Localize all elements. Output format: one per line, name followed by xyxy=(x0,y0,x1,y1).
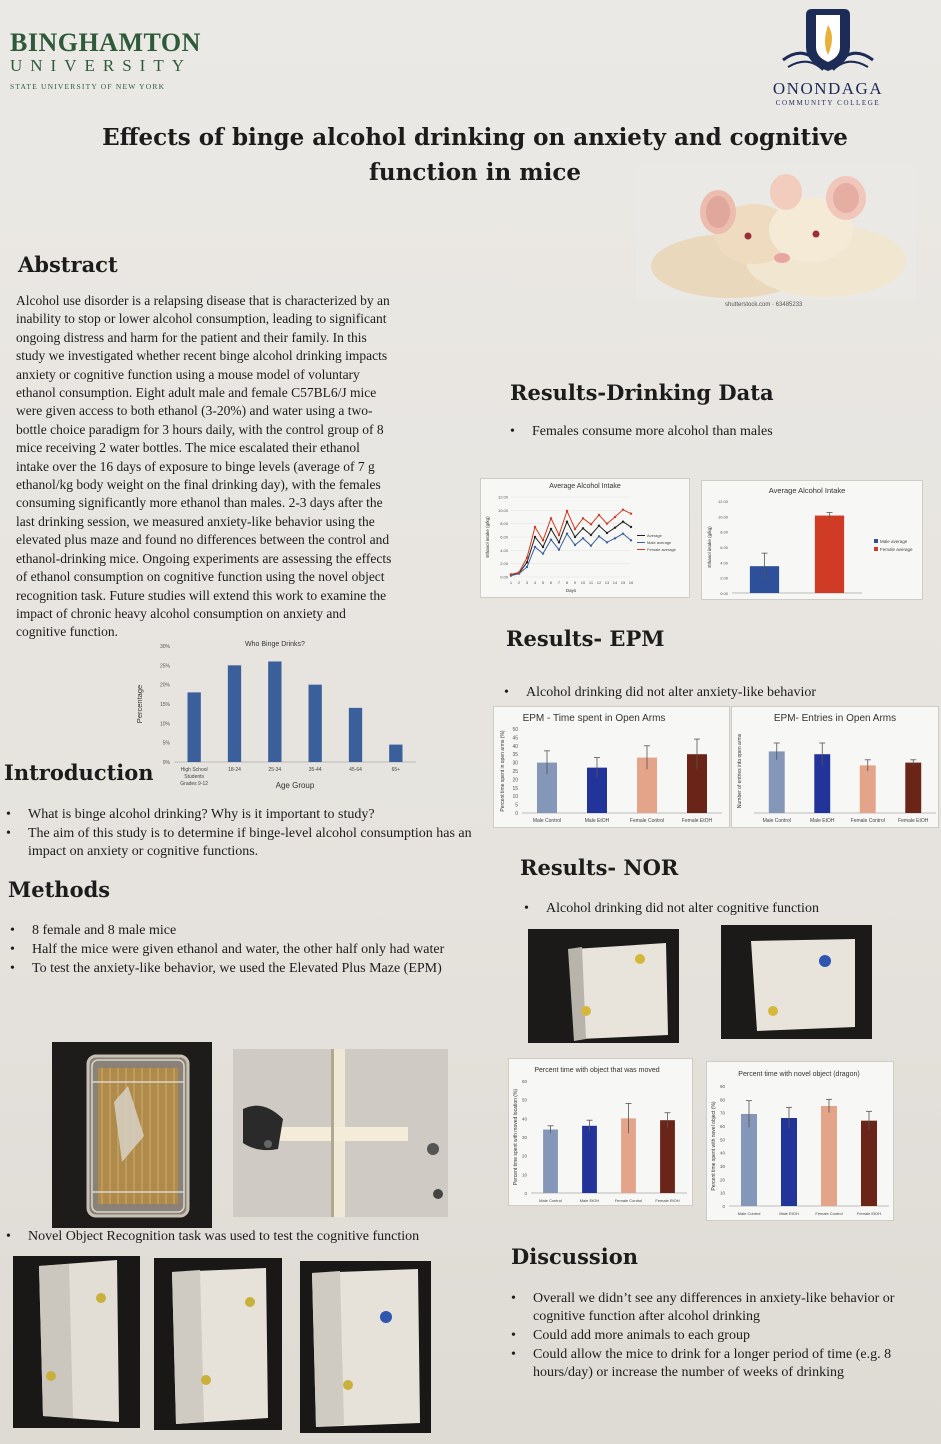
results-nor-heading: Results- NOR xyxy=(520,855,679,880)
y-tick-label: 50 xyxy=(521,1097,527,1103)
data-point xyxy=(518,571,520,573)
x-tick-label: Male EtOH xyxy=(810,818,835,824)
y-tick-label: 10.00 xyxy=(497,507,508,513)
chart-bar xyxy=(741,1114,757,1206)
data-point xyxy=(598,524,600,526)
introduction-list xyxy=(4,806,484,862)
data-point xyxy=(566,510,568,512)
x-tick-label: 7 xyxy=(557,580,561,585)
data-point xyxy=(630,512,632,514)
x-tick-label: 4 xyxy=(533,580,537,585)
introduction-bullet: • The aim of this study is to determine if binge-level alcohol consumption has an impact on anxiety or cognitive functions. xyxy=(4,825,484,861)
y-tick-label: 80 xyxy=(719,1097,725,1103)
binghamton-logo-line2: UNIVERSITY xyxy=(10,56,192,75)
nor-method-list xyxy=(4,1228,474,1247)
y-tick-label: 90 xyxy=(719,1084,725,1089)
y-tick-label: 20 xyxy=(719,1177,725,1183)
x-tick-label: Female Control xyxy=(629,818,665,824)
legend-swatch xyxy=(874,539,878,543)
data-point xyxy=(598,535,600,537)
x-tick-label: Male Control xyxy=(737,1211,761,1216)
y-tick-label: 30 xyxy=(521,1135,527,1140)
onondaga-logo-line1: ONONDAGA xyxy=(772,79,884,98)
y-tick-label: 0.00 xyxy=(720,591,728,596)
y-axis-label: Ethanol intake (g/kg) xyxy=(707,526,712,568)
y-tick-label: 10% xyxy=(159,721,170,728)
x-tick-label: 65+ xyxy=(391,767,401,773)
data-point xyxy=(622,508,624,510)
y-axis-label: Ethanol intake (g/kg) xyxy=(485,516,490,558)
legend-label: Male average xyxy=(647,540,672,545)
results-nor-list xyxy=(522,900,922,919)
y-tick-label: 50 xyxy=(512,727,518,733)
x-tick-label: 18-24 xyxy=(228,767,241,773)
x-tick-label: 5 xyxy=(541,580,545,585)
avg-intake-chart-svg xyxy=(702,481,922,599)
x-tick-label: Female EtOH xyxy=(681,818,713,824)
y-tick-label: 60 xyxy=(719,1124,725,1129)
who-binge-chart xyxy=(130,636,420,794)
abstract-text xyxy=(16,292,456,642)
data-point xyxy=(526,556,528,558)
chart-bar xyxy=(815,516,844,593)
abstract-line: ethanol-drinking mice. Ongoing experiments are assessing the effects xyxy=(16,550,392,566)
x-tick-label: High School xyxy=(180,767,208,773)
chart-bar xyxy=(188,692,201,762)
abstract-line: recognition task. Future studies will extend this work to examine the xyxy=(16,587,387,603)
x-tick-label: 8 xyxy=(565,580,569,585)
mice-photo xyxy=(636,166,916,300)
y-tick-label: 45 xyxy=(512,735,518,742)
nor-moved-panel xyxy=(508,1058,693,1206)
abstract-line: elevated plus maze and found no differences between the control and xyxy=(16,532,390,548)
results-drinking-list xyxy=(508,423,908,442)
nor-arena-photo-2 xyxy=(154,1258,282,1430)
results-epm-heading: Results- EPM xyxy=(506,626,665,651)
data-point xyxy=(622,532,624,534)
data-point xyxy=(550,528,552,530)
x-tick-label: Male EtOH xyxy=(579,1198,600,1203)
abstract-line: study we investigated whether recent binge alcohol drinking impacts xyxy=(16,348,388,364)
methods-bullet: • To test the anxiety-like behavior, we used the Elevated Plus Maze (EPM) xyxy=(8,960,458,978)
abstract-line: inability to stop or lower alcohol consumption, leading to significant xyxy=(16,311,387,327)
x-tick-label: 12 xyxy=(596,580,602,585)
data-point xyxy=(574,544,576,546)
y-tick-label: 0 xyxy=(524,1191,527,1196)
y-tick-label: 6.00 xyxy=(500,534,508,540)
data-point xyxy=(534,546,536,548)
data-point xyxy=(606,541,608,543)
abstract-line: intake over the 16 days of exposure to binge levels (average of 7 g xyxy=(16,458,375,474)
introduction-bullet: • What is binge alcohol drinking? Why is it important to study? xyxy=(4,806,484,824)
x-tick-label: Female Control xyxy=(614,1198,643,1203)
data-point xyxy=(590,534,592,536)
chart-title: Percent time with object that was moved xyxy=(534,1067,660,1074)
abstract-line: ongoing distress and harm for the patient and their family. In this xyxy=(16,329,367,345)
y-tick-label: 40 xyxy=(512,743,518,750)
y-tick-label: 12.00 xyxy=(717,499,728,504)
y-tick-label: 60 xyxy=(521,1079,527,1084)
onondaga-emblem-icon xyxy=(778,5,878,85)
x-tick-label: 10 xyxy=(580,580,586,585)
poster-title-line1: Effects of binge alcohol drinking on anxiety and cognitive xyxy=(102,124,848,151)
y-tick-label: 10 xyxy=(521,1172,527,1178)
abstract-line: cognitive function. xyxy=(16,624,118,640)
abstract-line: impact of chronic heavy alcohol consumption on anxiety and xyxy=(16,605,346,621)
data-point xyxy=(542,539,544,541)
data-point xyxy=(550,517,552,519)
x-tick-label: 25-34 xyxy=(268,767,282,773)
chart-bar xyxy=(660,1120,675,1193)
data-point xyxy=(582,517,584,519)
y-tick-label: 0 xyxy=(722,1204,725,1209)
y-tick-label: 12.00 xyxy=(497,494,508,500)
abstract-line: ethanol consumption. Eight adult male and female C57BL6/J mice xyxy=(16,385,377,401)
x-tick-label: 9 xyxy=(573,580,577,585)
data-point xyxy=(614,526,616,528)
epm-time-chart-svg xyxy=(494,707,729,827)
x-tick-label: 45-64 xyxy=(349,767,362,773)
chart-title: Percent time with novel object (dragon) xyxy=(738,1071,860,1078)
results-drinking-bullet: • Females consume more alcohol than males xyxy=(508,423,908,441)
chart-bar xyxy=(389,745,402,762)
results-epm-bullet: • Alcohol drinking did not alter anxiety-like behavior xyxy=(502,684,922,702)
y-tick-label: 0 xyxy=(515,811,518,817)
epm-entries-panel xyxy=(731,706,939,828)
data-point xyxy=(534,536,536,538)
nor-method-bullet: • Novel Object Recognition task was used to test the cognitive function xyxy=(4,1228,474,1246)
introduction-heading: Introduction xyxy=(4,760,154,785)
y-tick-label: 2.00 xyxy=(500,561,508,567)
x-tick-label: 2 xyxy=(517,580,521,585)
legend-swatch xyxy=(874,547,878,551)
chart-title: EPM- Entries in Open Arms xyxy=(773,713,897,724)
nor-novel-chart-svg xyxy=(707,1062,893,1220)
y-tick-label: 40 xyxy=(521,1116,527,1122)
avg-intake-panel xyxy=(701,480,923,600)
nor-result-photo-1 xyxy=(528,929,679,1043)
data-point xyxy=(526,561,528,563)
nor-result-photo-2 xyxy=(721,925,872,1039)
abstract-line: anxiety or cognitive function using a mouse model of voluntary xyxy=(16,366,360,382)
line-intake-panel xyxy=(480,478,690,598)
y-tick-label: 10 xyxy=(719,1190,725,1196)
y-tick-label: 30% xyxy=(159,644,170,650)
y-tick-label: 50 xyxy=(719,1137,725,1143)
x-tick-label: Female Control xyxy=(815,1211,843,1216)
chart-bar xyxy=(821,1106,837,1206)
data-point xyxy=(526,566,528,568)
y-tick-label: 40 xyxy=(719,1150,725,1156)
binghamton-logo-line1: BINGHAMTON xyxy=(10,28,201,57)
y-tick-label: 6.00 xyxy=(720,545,728,550)
x-tick-label: Female EtOH xyxy=(898,818,929,824)
abstract-line: bottle choice paradigm for 3 hours daily, with the control group of 8 xyxy=(16,421,384,437)
y-tick-label: 2.00 xyxy=(720,575,728,581)
x-tick-label: Female Control xyxy=(850,818,885,824)
chart-bar xyxy=(349,708,362,762)
discussion-bullet: • Overall we didn’t see any differences in anxiety-like behavior or cognitive function after alcohol drinking xyxy=(509,1290,909,1326)
x-tick-label: Female EtOH xyxy=(655,1198,680,1203)
y-tick-label: 20% xyxy=(159,682,170,689)
nor-arena-photo-3 xyxy=(300,1261,431,1433)
x-tick-label: Male Control xyxy=(762,818,791,824)
data-point xyxy=(550,538,552,540)
methods-heading: Methods xyxy=(8,877,111,902)
line-intake-chart-svg xyxy=(481,479,689,597)
data-point xyxy=(606,532,608,534)
y-axis-label: Number of entries into open arms xyxy=(737,733,743,809)
chart-title: Who Binge Drinks? xyxy=(245,641,305,648)
x-tick-label: 16 xyxy=(628,580,634,585)
y-tick-label: 10 xyxy=(512,794,518,801)
data-point xyxy=(590,544,592,546)
y-tick-label: 15% xyxy=(159,702,170,708)
x-tick-label: 11 xyxy=(588,580,594,585)
epm-maze-photo xyxy=(233,1049,448,1217)
y-tick-label: 5% xyxy=(162,740,170,747)
x-axis-label: Age Group xyxy=(275,781,315,790)
chart-bar xyxy=(860,765,876,813)
onondaga-logo-line2: COMMUNITY COLLEGE xyxy=(775,99,881,107)
chart-bar xyxy=(228,665,241,762)
x-tick-label: Grades 9-12 xyxy=(180,781,209,787)
y-tick-label: 20 xyxy=(512,777,518,784)
x-tick-label: 3 xyxy=(525,580,529,585)
abstract-line: consuming significantly more ethanol than males. 2-3 days after the xyxy=(16,495,383,511)
y-tick-label: 8.00 xyxy=(500,521,508,527)
y-tick-label: 4.00 xyxy=(500,547,508,553)
data-point xyxy=(630,526,632,528)
data-point xyxy=(542,546,544,548)
chart-bar xyxy=(861,1121,877,1206)
data-point xyxy=(590,523,592,525)
data-point xyxy=(630,539,632,541)
data-point xyxy=(574,536,576,538)
legend-label: Female average xyxy=(880,547,913,552)
data-point xyxy=(542,552,544,554)
chart-bar xyxy=(769,751,785,813)
chart-bar xyxy=(781,1118,797,1206)
chart-title: Average Alcohol Intake xyxy=(768,486,846,495)
y-tick-label: 15 xyxy=(512,785,518,792)
chart-title: Average Alcohol Intake xyxy=(549,483,621,490)
poster-title-line2: function in mice xyxy=(369,159,581,186)
chart-bar xyxy=(268,661,281,762)
data-point xyxy=(558,534,560,536)
chart-bar xyxy=(582,1126,597,1193)
y-axis-label: Percent time spent in open arms (%) xyxy=(500,730,506,812)
abstract-heading: Abstract xyxy=(18,252,118,277)
x-tick-label: Male EtOH xyxy=(779,1211,799,1216)
legend-label: Female average xyxy=(647,547,676,552)
epm-cage-photo xyxy=(52,1042,212,1228)
discussion-bullet: • Could add more animals to each group xyxy=(509,1327,909,1345)
onondaga-logo xyxy=(758,5,898,107)
y-tick-label: 25% xyxy=(159,663,170,670)
methods-bullet: • 8 female and 8 male mice xyxy=(8,922,458,940)
series-line xyxy=(511,510,631,575)
image-credit: shutterstock.com · 63485233 xyxy=(725,302,803,308)
nor-moved-chart-svg xyxy=(509,1059,692,1205)
data-point xyxy=(582,527,584,529)
data-point xyxy=(598,514,600,516)
data-point xyxy=(582,537,584,539)
binghamton-logo-line3: STATE UNIVERSITY OF NEW YORK xyxy=(10,82,166,91)
x-tick-label: 6 xyxy=(549,580,553,585)
y-tick-label: 8.00 xyxy=(720,529,728,535)
results-nor-bullet: • Alcohol drinking did not alter cognitive function xyxy=(522,900,922,918)
x-tick-label: 1 xyxy=(509,580,513,585)
data-point xyxy=(606,522,608,524)
abstract-line: were given access to both ethanol (3-20%) and water using a two- xyxy=(16,403,373,419)
results-epm-list xyxy=(502,684,922,703)
y-tick-label: 30 xyxy=(512,760,518,767)
x-tick-label: 35-44 xyxy=(308,767,322,773)
legend-label: Average xyxy=(647,533,662,538)
x-tick-label: 14 xyxy=(612,580,618,585)
y-axis-label: Percent time spent with moved location (%) xyxy=(513,1088,519,1186)
results-drinking-heading: Results-Drinking Data xyxy=(510,380,774,405)
data-point xyxy=(614,537,616,539)
x-tick-label: Students xyxy=(184,774,205,780)
legend-label: Male average xyxy=(880,539,908,544)
data-point xyxy=(558,548,560,550)
data-point xyxy=(622,520,624,522)
data-point xyxy=(534,526,536,528)
x-tick-label: 15 xyxy=(620,580,626,585)
chart-title: EPM - Time spent in Open Arms xyxy=(522,713,666,724)
y-axis-label: Percentage xyxy=(135,684,144,724)
y-tick-label: 20 xyxy=(521,1153,527,1159)
x-tick-label: Male Control xyxy=(539,1198,562,1203)
methods-list xyxy=(8,922,458,979)
abstract-line: last drinking session, we measured anxiety-like behavior using the xyxy=(16,513,375,529)
chart-bar xyxy=(543,1130,558,1193)
discussion-list xyxy=(509,1290,909,1383)
epm-time-panel xyxy=(493,706,730,828)
y-tick-label: 25 xyxy=(512,769,518,775)
x-axis-label: Days xyxy=(565,588,577,593)
y-tick-label: 30 xyxy=(719,1164,725,1169)
data-point xyxy=(566,520,568,522)
y-tick-label: 0.00 xyxy=(500,574,508,580)
data-point xyxy=(510,573,512,575)
y-tick-label: 0% xyxy=(162,760,170,766)
abstract-line: mice receiving 2 water bottles. The mice escalated their ethanol xyxy=(16,440,360,456)
data-point xyxy=(558,541,560,543)
binghamton-logo xyxy=(10,28,201,91)
methods-bullet: • Half the mice were given ethanol and water, the other half only had water xyxy=(8,941,458,959)
nor-novel-panel xyxy=(706,1061,894,1221)
x-tick-label: 13 xyxy=(604,580,610,585)
y-axis-label: Percent time spent with novel object (%) xyxy=(711,1101,717,1191)
data-point xyxy=(566,532,568,534)
chart-bar xyxy=(905,763,921,813)
abstract-line: Alcohol use disorder is a relapsing disease that is characterized by an xyxy=(16,293,390,308)
discussion-heading: Discussion xyxy=(511,1244,638,1269)
abstract-line: ethanol/kg body weight on the final drinking day), with the females xyxy=(16,477,381,493)
y-tick-label: 35 xyxy=(512,752,518,759)
who-binge-chart-svg xyxy=(130,636,420,794)
abstract-line: of ethanol consumption on cognitive function using the novel object xyxy=(16,569,385,585)
data-point xyxy=(574,528,576,530)
nor-arena-photo-1 xyxy=(13,1256,140,1428)
discussion-bullet: • Could allow the mice to drink for a longer period of time (e.g. 8 hours/day) or increase the number of weeks of drinking xyxy=(509,1346,909,1382)
y-tick-label: 4.00 xyxy=(720,560,728,566)
x-tick-label: Male EtOH xyxy=(584,818,610,824)
y-tick-label: 70 xyxy=(719,1110,725,1116)
data-point xyxy=(614,516,616,518)
x-tick-label: Female EtOH xyxy=(856,1211,882,1216)
epm-entries-chart-svg xyxy=(732,707,938,827)
chart-bar xyxy=(309,685,322,762)
x-tick-label: Male Control xyxy=(532,818,562,824)
y-tick-label: 10.00 xyxy=(717,514,728,520)
y-tick-label: 5 xyxy=(515,802,518,809)
